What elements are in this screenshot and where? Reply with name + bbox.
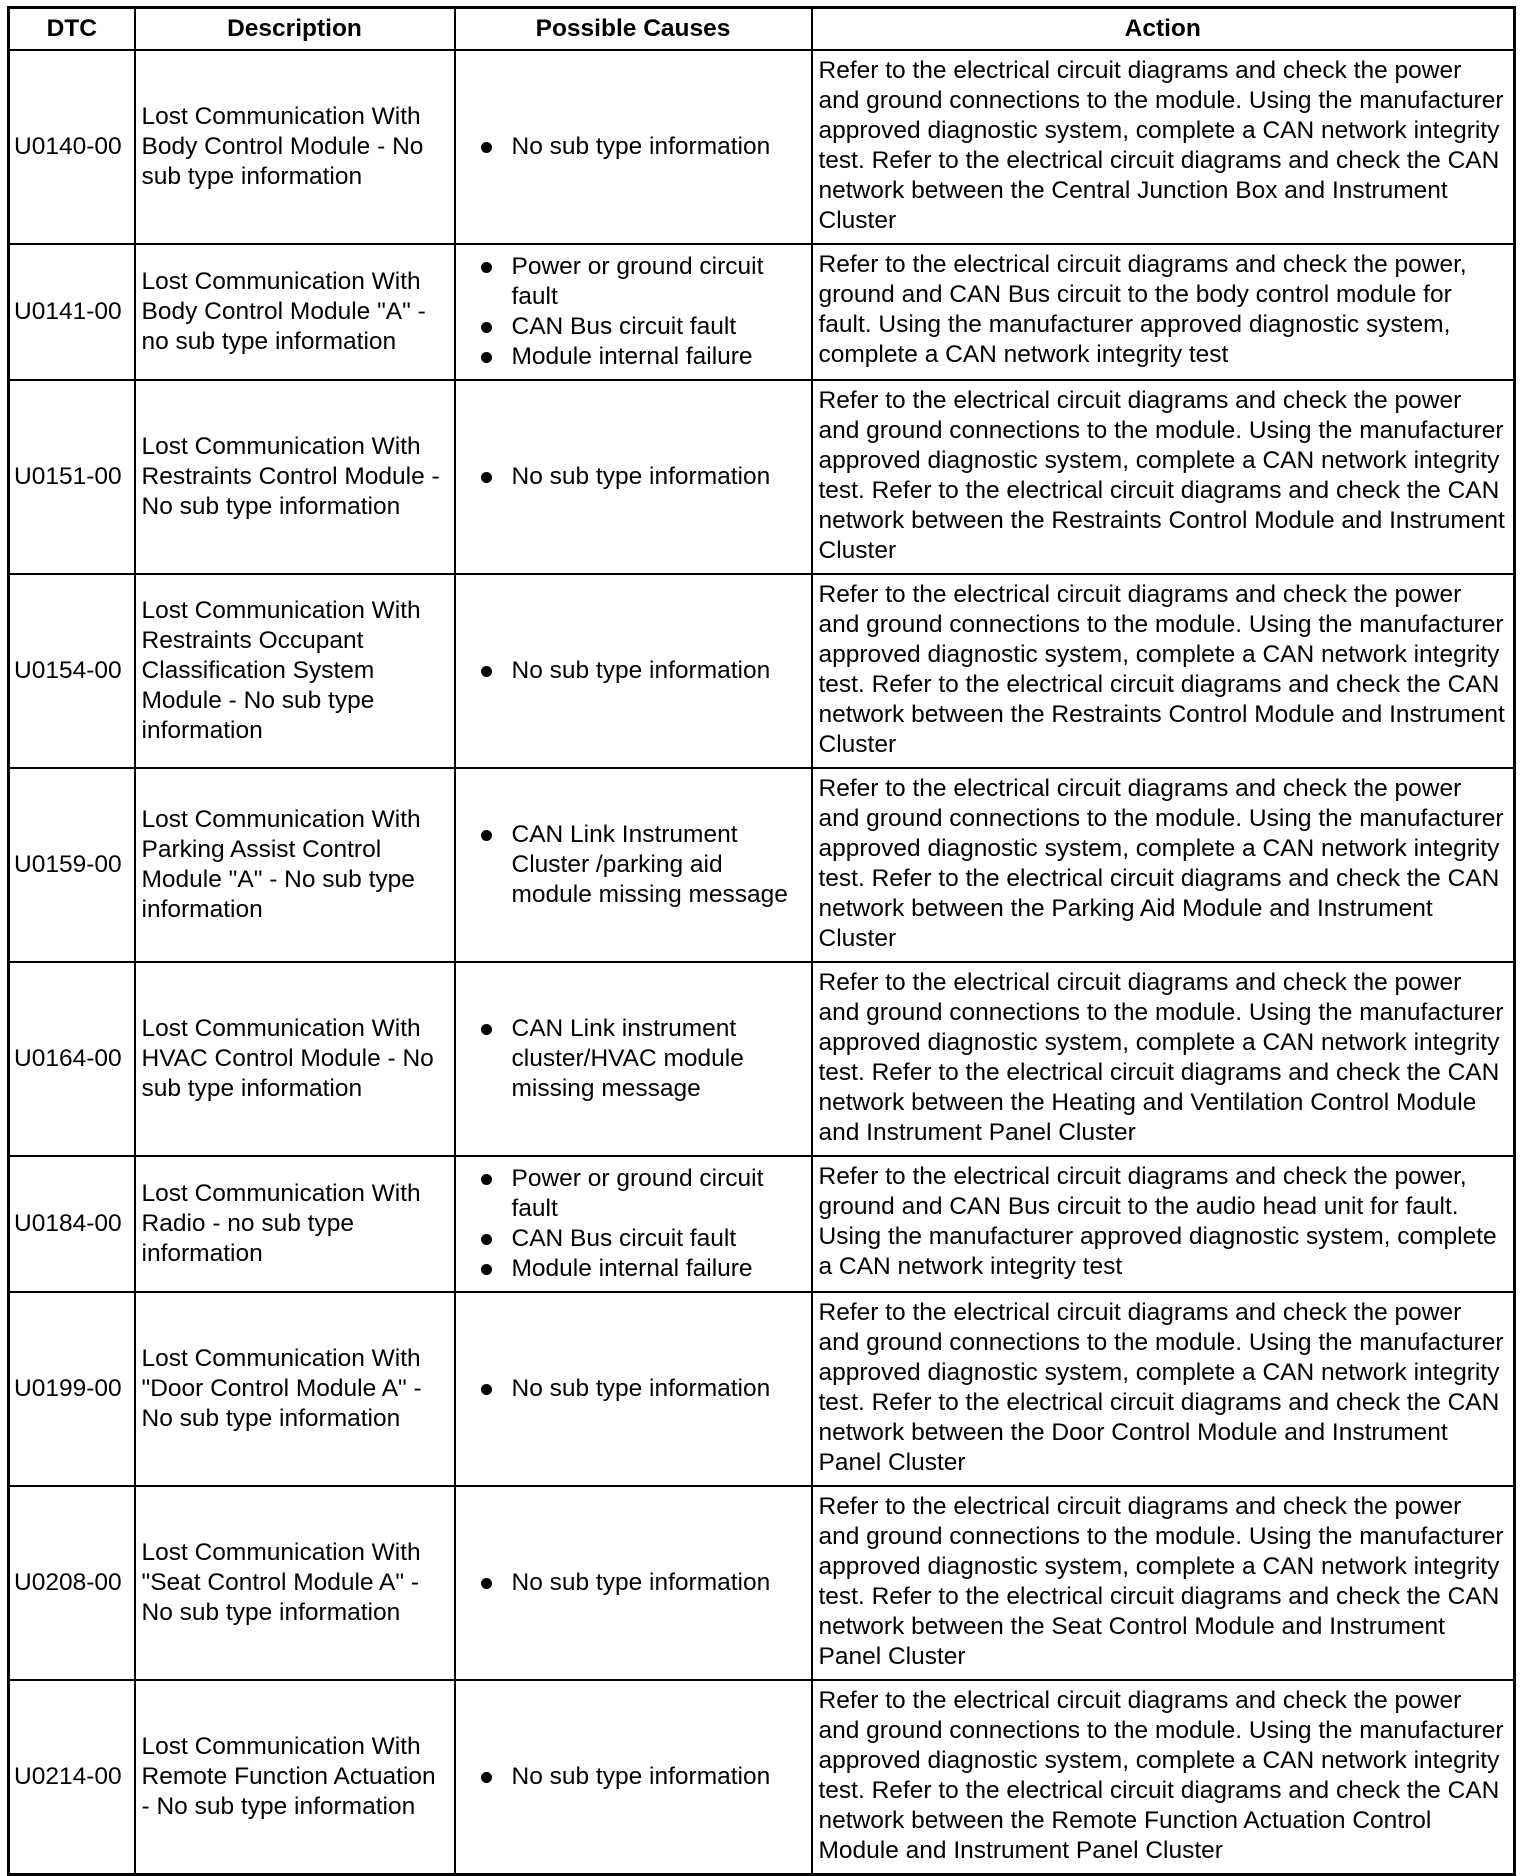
header-dtc: DTC bbox=[9, 8, 135, 51]
table-body bbox=[9, 50, 1515, 1874]
description-cell: Lost Communication With Body Control Module - No sub type information bbox=[135, 50, 455, 244]
dtc-code: U0140-00 bbox=[9, 50, 135, 244]
table-row bbox=[9, 1292, 1515, 1486]
causes-list bbox=[462, 1374, 805, 1404]
description-cell: Lost Communication With Radio - no sub type information bbox=[135, 1156, 455, 1292]
possible-causes-cell bbox=[455, 1156, 812, 1292]
action-cell: Refer to the electrical circuit diagrams and check the power and ground connections to the module. Using the manufacturer approved diagnostic system, complete a CAN network integrity test. Refer to the electrical circuit diagrams and check the CAN network between the Remote Function Actuation Control Module and Instrument Panel Cluster bbox=[812, 1680, 1515, 1874]
description-cell: Lost Communication With Remote Function Actuation - No sub type information bbox=[135, 1680, 455, 1874]
header-possible-causes: Possible Causes bbox=[455, 8, 812, 51]
possible-causes-cell bbox=[455, 50, 812, 244]
cause-item bbox=[462, 1164, 805, 1224]
table-row bbox=[9, 574, 1515, 768]
description-cell: Lost Communication With HVAC Control Module - No sub type information bbox=[135, 962, 455, 1156]
dtc-table bbox=[7, 6, 1516, 1876]
table-row bbox=[9, 962, 1515, 1156]
description-cell: Lost Communication With "Door Control Module A" - No sub type information bbox=[135, 1292, 455, 1486]
table-row bbox=[9, 1156, 1515, 1292]
cause-item bbox=[462, 1014, 805, 1104]
dtc-code: U0159-00 bbox=[9, 768, 135, 962]
cause-item bbox=[462, 132, 805, 162]
cause-text: No sub type information bbox=[511, 133, 771, 160]
cause-text: No sub type information bbox=[511, 1375, 771, 1402]
cause-text: No sub type information bbox=[511, 463, 771, 490]
header-action: Action bbox=[812, 8, 1515, 51]
cause-text: Power or ground circuit fault bbox=[511, 1165, 764, 1222]
action-cell: Refer to the electrical circuit diagrams and check the power, ground and CAN Bus circuit to the body control module for fault. Using the manufacturer approved diagnostic system, complete a CAN network integrity test bbox=[812, 244, 1515, 380]
possible-causes-cell bbox=[455, 1486, 812, 1680]
description-cell: Lost Communication With Restraints Control Module - No sub type information bbox=[135, 380, 455, 574]
cause-text: CAN Bus circuit fault bbox=[511, 313, 737, 340]
table-row bbox=[9, 1680, 1515, 1874]
dtc-code: U0208-00 bbox=[9, 1486, 135, 1680]
possible-causes-cell bbox=[455, 962, 812, 1156]
causes-list bbox=[462, 252, 805, 372]
action-cell: Refer to the electrical circuit diagrams and check the power and ground connections to the module. Using the manufacturer approved diagnostic system, complete a CAN network integrity test. Refer to the electrical circuit diagrams and check the CAN network between the Central Junction Box and Instrument Cluster bbox=[812, 50, 1515, 244]
action-cell: Refer to the electrical circuit diagrams and check the power and ground connections to the module. Using the manufacturer approved diagnostic system, complete a CAN network integrity test. Refer to the electrical circuit diagrams and check the CAN network between the Restraints Control Module and Instrument Cluster bbox=[812, 574, 1515, 768]
dtc-code: U0214-00 bbox=[9, 1680, 135, 1874]
header-row bbox=[9, 8, 1515, 51]
possible-causes-cell bbox=[455, 380, 812, 574]
causes-list bbox=[462, 1762, 805, 1792]
possible-causes-cell bbox=[455, 768, 812, 962]
cause-text: Module internal failure bbox=[511, 1255, 753, 1282]
cause-text: Power or ground circuit fault bbox=[511, 253, 764, 310]
cause-item bbox=[462, 820, 805, 910]
description-cell: Lost Communication With Body Control Module "A" - no sub type information bbox=[135, 244, 455, 380]
cause-item bbox=[462, 342, 805, 372]
action-cell: Refer to the electrical circuit diagrams and check the power and ground connections to the module. Using the manufacturer approved diagnostic system, complete a CAN network integrity test. Refer to the electrical circuit diagrams and check the CAN network between the Door Control Module and Instrument Panel Cluster bbox=[812, 1292, 1515, 1486]
causes-list bbox=[462, 132, 805, 162]
header-description: Description bbox=[135, 8, 455, 51]
cause-text: CAN Link Instrument Cluster /parking aid module missing message bbox=[511, 821, 788, 908]
cause-text: No sub type information bbox=[511, 1762, 771, 1790]
action-cell: Refer to the electrical circuit diagrams and check the power, ground and CAN Bus circuit to the audio head unit for fault. Using the manufacturer approved diagnostic system, complete a CAN network integrity test bbox=[812, 1156, 1515, 1292]
action-cell: Refer to the electrical circuit diagrams and check the power and ground connections to the module. Using the manufacturer approved diagnostic system, complete a CAN network integrity test. Refer to the electrical circuit diagrams and check the CAN network between the Heating and Ventilation Control Module and Instrument Panel Cluster bbox=[812, 962, 1515, 1156]
causes-list bbox=[462, 820, 805, 910]
cause-item bbox=[462, 1254, 805, 1284]
possible-causes-cell bbox=[455, 574, 812, 768]
cause-item bbox=[462, 1374, 805, 1404]
description-cell: Lost Communication With Restraints Occupant Classification System Module - No sub type information bbox=[135, 574, 455, 768]
dtc-code: U0199-00 bbox=[9, 1292, 135, 1486]
cause-text: No sub type information bbox=[511, 1569, 771, 1596]
action-cell: Refer to the electrical circuit diagrams and check the power and ground connections to the module. Using the manufacturer approved diagnostic system, complete a CAN network integrity test. Refer to the electrical circuit diagrams and check the CAN network between the Seat Control Module and Instrument Panel Cluster bbox=[812, 1486, 1515, 1680]
cause-text: CAN Link instrument cluster/HVAC module missing message bbox=[511, 1015, 744, 1102]
dtc-code: U0184-00 bbox=[9, 1156, 135, 1292]
table-row bbox=[9, 768, 1515, 962]
cause-text: CAN Bus circuit fault bbox=[511, 1225, 737, 1252]
action-cell: Refer to the electrical circuit diagrams and check the power and ground connections to the module. Using the manufacturer approved diagnostic system, complete a CAN network integrity test. Refer to the electrical circuit diagrams and check the CAN network between the Parking Aid Module and Instrument Cluster bbox=[812, 768, 1515, 962]
causes-list bbox=[462, 1568, 805, 1598]
causes-list bbox=[462, 1164, 805, 1284]
possible-causes-cell bbox=[455, 1680, 812, 1874]
cause-text: No sub type information bbox=[511, 657, 771, 684]
causes-list bbox=[462, 656, 805, 686]
cause-text: Module internal failure bbox=[511, 343, 753, 370]
table-row bbox=[9, 244, 1515, 380]
causes-list bbox=[462, 462, 805, 492]
dtc-code: U0164-00 bbox=[9, 962, 135, 1156]
cause-item bbox=[462, 462, 805, 492]
cause-item bbox=[462, 1762, 805, 1792]
table-row bbox=[9, 1486, 1515, 1680]
cause-item bbox=[462, 252, 805, 312]
possible-causes-cell bbox=[455, 244, 812, 380]
table-row bbox=[9, 50, 1515, 244]
dtc-code: U0141-00 bbox=[9, 244, 135, 380]
cause-item bbox=[462, 1568, 805, 1598]
causes-list bbox=[462, 1014, 805, 1104]
possible-causes-cell bbox=[455, 1292, 812, 1486]
description-cell: Lost Communication With "Seat Control Module A" - No sub type information bbox=[135, 1486, 455, 1680]
action-cell: Refer to the electrical circuit diagrams and check the power and ground connections to the module. Using the manufacturer approved diagnostic system, complete a CAN network integrity test. Refer to the electrical circuit diagrams and check the CAN network between the Restraints Control Module and Instrument Cluster bbox=[812, 380, 1515, 574]
dtc-code: U0151-00 bbox=[9, 380, 135, 574]
cause-item bbox=[462, 312, 805, 342]
dtc-code: U0154-00 bbox=[9, 574, 135, 768]
cause-item bbox=[462, 1224, 805, 1254]
description-cell: Lost Communication With Parking Assist Control Module "A" - No sub type information bbox=[135, 768, 455, 962]
table-row bbox=[9, 380, 1515, 574]
cause-item bbox=[462, 656, 805, 686]
